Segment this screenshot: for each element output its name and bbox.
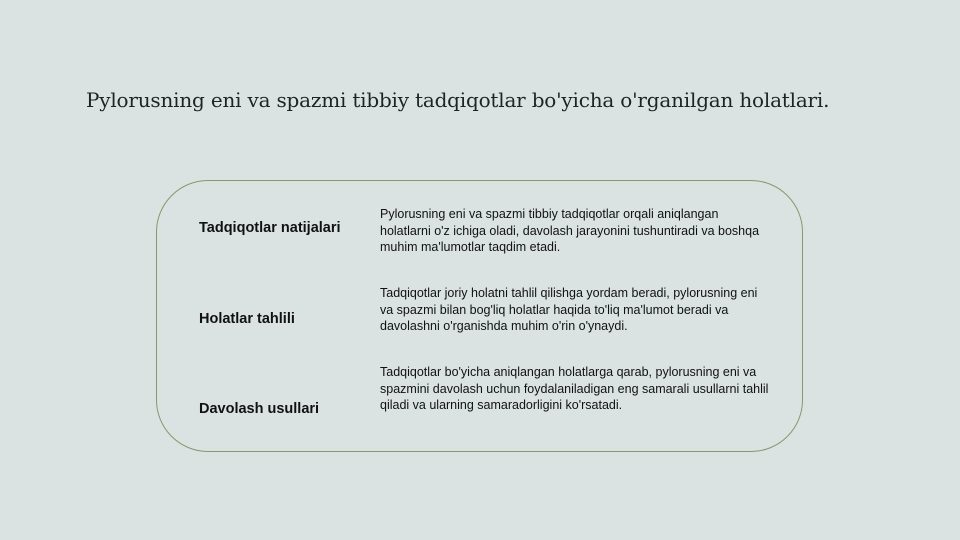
row-text-results: Pylorusning eni va spazmi tibbiy tadqiqotlar orqali aniqlangan holatlarni o'z ichiga oladi, davolash jarayonini tushuntiradi va boshqa muhim ma'lumotlar taqdim etadi. bbox=[380, 207, 760, 254]
row-label-analysis: Holatlar tahlili bbox=[199, 311, 295, 327]
row-text-treatment: Tadqiqotlar bo'yicha aniqlangan holatlarga qarab, pylorusning eni va spazmini davolash uchun foydalaniladigan eng samarali usullarni tahlil qiladi va ularning samaradorligini ko'rsatadi. bbox=[380, 365, 769, 412]
slide-title: Pylorusning eni va spazmi tibbiy tadqiqotlar bo'yicha o'rganilgan holatlari. bbox=[86, 88, 830, 112]
row-label-treatment: Davolash usullari bbox=[199, 401, 320, 417]
row-text-analysis: Tadqiqotlar joriy holatni tahlil qilishga yordam beradi, pylorusning eni va spazmi bilan bog'liq holatlar haqida to'liq ma'lumot beradi va davolashni o'rganishda muhim o'rin o'ynaydi. bbox=[380, 286, 758, 333]
row-label-results: Tadqiqotlar natijalari bbox=[199, 220, 341, 236]
